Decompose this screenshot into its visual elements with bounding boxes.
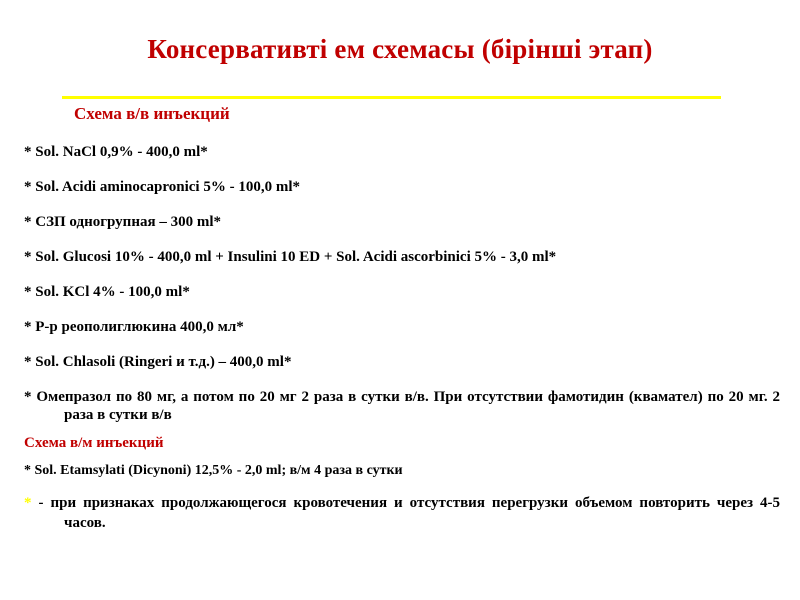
list-item: * Омепразол по 80 мг, а потом по 20 мг 2 раза в сутки в/в. При отсутствии фамотидин (квамател) по 20 мг. 2 раза в сутки в/в <box>24 389 780 423</box>
list-item: * Sol. Chlasoli (Ringeri и т.д.) – 400,0 ml* <box>24 354 292 370</box>
list-item: * СЗП одногрупная – 300 ml* <box>24 214 221 230</box>
im-scheme-heading: Схема в/м инъекций <box>24 435 164 451</box>
footnote-text: - при признаках продолжающегося кровотечения и отсутствия перегрузки объемом повторить через 4-5 часов. <box>31 495 780 531</box>
content-list <box>24 143 780 533</box>
iv-scheme-heading: Схема в/в инъекций <box>74 104 230 123</box>
slide-title: Консервативті ем схемасы (бірінші этап) <box>147 34 653 64</box>
list-item: * Sol. Glucosi 10% - 400,0 ml + Insulini 10 ED + Sol. Acidi ascorbinici 5% - 3,0 ml* <box>24 249 557 265</box>
list-item: * Р-р реополиглюкина 400,0 мл* <box>24 319 244 335</box>
list-item: * Sol. Acidi aminocapronici 5% - 100,0 ml* <box>24 179 300 195</box>
list-item: * Sol. KCl 4% - 100,0 ml* <box>24 284 190 300</box>
title-underline <box>62 96 721 99</box>
footnote <box>24 493 780 533</box>
list-item: * Sol. Etamsylati (Dicynoni) 12,5% - 2,0 ml; в/м 4 раза в сутки <box>24 463 403 478</box>
list-item: * Sol. NaCl 0,9% - 400,0 ml* <box>24 144 208 160</box>
footnote-star: * <box>24 495 32 511</box>
